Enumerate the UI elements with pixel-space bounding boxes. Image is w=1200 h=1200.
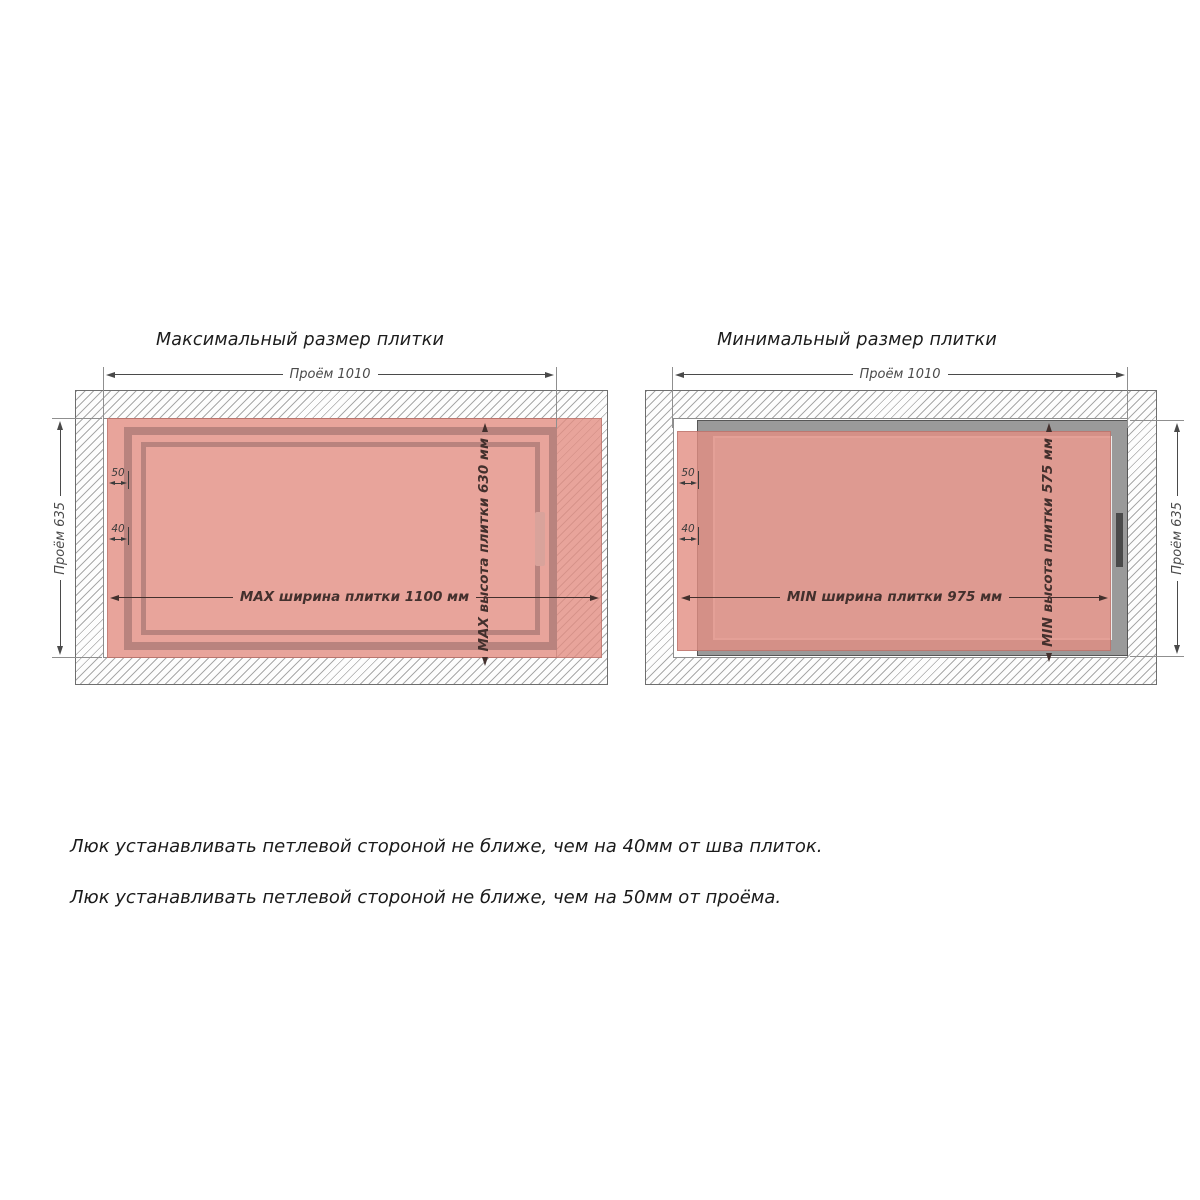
note-line: Люк устанавливать петлевой стороной не ближе, чем на 40мм от шва плиток. (70, 836, 823, 857)
dim-offset-50-max (107, 467, 129, 486)
dim-label: Проём 1010 (289, 367, 371, 382)
dim-tick (128, 527, 129, 545)
dim-label: Проём 635 (52, 501, 68, 575)
dim-segment (119, 597, 233, 598)
dim-tile-width-max (107, 590, 602, 605)
dim-segment (476, 597, 590, 598)
dim-segment (1177, 432, 1178, 496)
dim-arrow-down (482, 657, 488, 669)
hinge-handle-max (535, 512, 545, 566)
dim-label: Проём 635 (1169, 502, 1185, 575)
dim-offset-40-max (107, 523, 129, 542)
dim-tile-height-min (1041, 420, 1056, 653)
dim-arrow-down (1174, 645, 1180, 657)
dim-arrow-up (1046, 420, 1052, 432)
note-line: Люк устанавливать петлевой стороной не ближе, чем на 50мм от проёма. (70, 887, 782, 908)
hinge-handle-min (1116, 513, 1123, 567)
dim-opening-width-min (672, 368, 1128, 381)
dim-offset-40-min (677, 523, 699, 542)
dim-arrow-up (482, 420, 488, 432)
dim-segment (948, 374, 1117, 375)
dim-arrow-left (678, 595, 690, 601)
dim-tick (698, 471, 699, 489)
dim-segment (1177, 581, 1178, 645)
dim-arrow-down (57, 646, 63, 658)
dim-line (677, 480, 699, 486)
dim-line (107, 480, 129, 486)
dim-arrow-right (1099, 595, 1111, 601)
dim-opening-width-max (103, 368, 557, 381)
dim-label: 50 (111, 467, 125, 479)
dim-tile-height-max (477, 420, 492, 652)
dim-label: 40 (111, 523, 125, 535)
dim-label: MIN ширина плитки 975 мм (786, 589, 1003, 605)
dim-segment (60, 430, 61, 496)
dim-label: Проём 1010 (859, 367, 941, 382)
dim-opening-height-min (1170, 420, 1184, 657)
dim-arrow-left (107, 537, 115, 541)
dim-arrow-left (672, 372, 684, 378)
dim-arrow-left (103, 372, 115, 378)
dim-offset-50-min (677, 467, 699, 486)
dim-label: MAX высота плитки 630 мм (476, 438, 492, 652)
dim-segment (684, 374, 853, 375)
dim-segment (60, 580, 61, 646)
dim-tick (128, 471, 129, 489)
dim-arrow-right (1116, 372, 1128, 378)
dim-label: MAX ширина плитки 1100 мм (239, 589, 470, 605)
dim-arrow-left (107, 481, 115, 485)
dim-arrow-left (677, 481, 685, 485)
dim-opening-height-max (53, 418, 67, 658)
dim-arrow-up (57, 418, 63, 430)
dim-arrow-right (545, 372, 557, 378)
diagram-min-title: Минимальный размер плитки (717, 330, 997, 350)
dim-segment (378, 374, 546, 375)
dim-arrow-right (590, 595, 602, 601)
dim-arrow-left (677, 537, 685, 541)
dim-segment (690, 597, 780, 598)
dim-label: 40 (681, 523, 695, 535)
diagram-max-title: Максимальный размер плитки (155, 330, 445, 350)
dim-arrow-up (1174, 420, 1180, 432)
dim-arrow-down (1046, 653, 1052, 665)
dim-segment (115, 374, 283, 375)
dim-arrow-left (107, 595, 119, 601)
dim-line (107, 536, 129, 542)
dim-label: MIN высота плитки 575 мм (1040, 438, 1056, 647)
dim-label: 50 (681, 467, 695, 479)
dim-line (677, 536, 699, 542)
dim-tick (698, 527, 699, 545)
